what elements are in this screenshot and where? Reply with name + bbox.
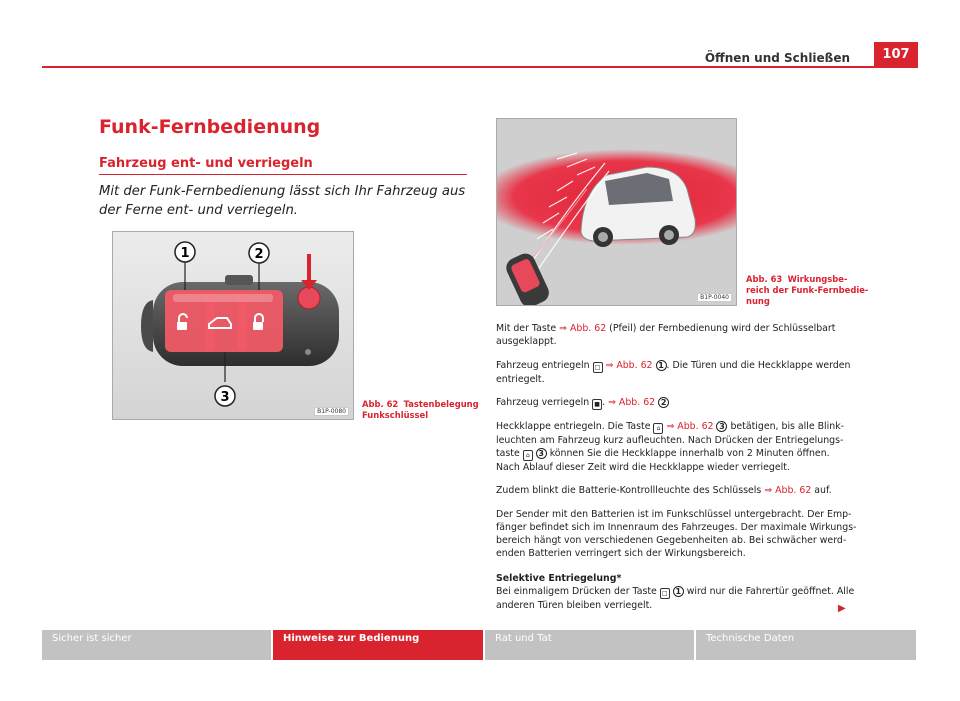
header-rule	[42, 66, 918, 68]
callout-2: 2	[254, 247, 264, 262]
tab-technische-daten[interactable]: Technische Daten	[696, 630, 916, 660]
figure-62-code: B1P-0080	[314, 407, 349, 416]
triangle-right-icon: ▶	[838, 603, 846, 614]
footer-nav	[42, 630, 918, 660]
paragraph-2: Fahrzeug entriegeln □ ⇒ Abb. 62 1 . Die Türen und die Heckklappe werden entriegelt.	[496, 360, 851, 385]
ref-link[interactable]: ⇒ Abb. 62	[608, 397, 656, 408]
intro-text: Mit der Funk-Fernbedienung lässt sich Ihr Fahrzeug aus der Ferne ent- und verriegeln.	[99, 184, 466, 218]
paragraph-5: Zudem blinkt die Batterie-Kontrollleuchte des Schlüssels ⇒ Abb. 62 auf.	[496, 485, 832, 496]
callout-ref-1b: 1	[673, 586, 684, 597]
section-title: Funk-Fernbedienung	[99, 116, 321, 138]
chapter-title: Öffnen und Schließen	[704, 51, 850, 65]
paragraph-6: Der Sender mit den Batterien ist im Funkschlüssel untergebracht. Der Emp- fänger befindet sich im Innenraum des Fahrzeuges. Der maximale Wirkungs- bereich hängt von verschiedenen Gegebenheiten ab. Bei schwächer werd- enden Batterien verringert sich der Wirkungsbereich.	[496, 509, 857, 559]
callout-ref-3b: 3	[536, 448, 547, 459]
page-number: 107	[874, 42, 918, 67]
unlock-icon: □	[660, 588, 670, 599]
subtitle-rule	[99, 174, 467, 175]
figure-63-caption: Abb. 63 Wirkungsbe- reich der Funk-Fernbedie- nung	[746, 274, 869, 306]
ref-link[interactable]: ⇒ Abb. 62	[666, 421, 714, 432]
figure-62-caption: Abb. 62 Tastenbelegung Funkschlüssel	[362, 399, 479, 420]
callout-ref-3: 3	[716, 421, 727, 432]
callout-ref-1: 1	[656, 360, 667, 371]
subsection-title: Selektive Entriegelung*	[496, 573, 622, 584]
paragraph-3: Fahrzeug verriegeln ■ . ⇒ Abb. 62 2	[496, 396, 858, 410]
trunk-icon: ⌂	[653, 423, 663, 434]
callout-3: 3	[220, 390, 230, 405]
paragraph-1: Mit der Taste ⇒ Abb. 62 (Pfeil) der Fernbedienung wird der Schlüsselbart ausgeklappt.	[496, 323, 836, 347]
tab-sicher-ist-sicher[interactable]: Sicher ist sicher	[42, 630, 271, 660]
trunk-icon: ⌂	[523, 450, 533, 461]
tab-hinweise-zur-bedienung[interactable]: Hinweise zur Bedienung	[273, 630, 483, 660]
paragraph-4: Heckklappe entriegeln. Die Taste ⌂ ⇒ Abb. 62 3 betätigen, bis alle Blink- leuchten am Fahrzeug kurz aufleuchten. Nach Drücken der Entriegelungs- taste ⌂ 3 können Sie die Heckklappe innerhalb von 2 Minuten öffnen. Nach Ablauf dieser Zeit wird die Heckklappe wieder verriegelt.	[496, 421, 845, 473]
figure-62-key-image	[112, 231, 354, 420]
paragraph-7: Selektive Entriegelung* Bei einmaligem Drücken der Taste □ 1 wird nur die Fahrertür geöffnet. Alle anderen Türen bleiben verriegelt.	[496, 573, 855, 611]
ref-link[interactable]: ⇒ Abb. 62	[605, 360, 653, 371]
callout-ref-2: 2	[658, 397, 669, 408]
figure-63-range-image	[496, 118, 737, 306]
lock-icon: ■	[592, 399, 602, 410]
unlock-icon: □	[593, 362, 603, 373]
ref-link[interactable]: ⇒ Abb. 62	[559, 323, 607, 334]
section-subtitle: Fahrzeug ent- und verriegeln	[99, 156, 313, 171]
callout-1: 1	[180, 246, 190, 261]
ref-link[interactable]: ⇒ Abb. 62	[764, 485, 812, 496]
tab-rat-und-tat[interactable]: Rat und Tat	[485, 630, 694, 660]
figure-63-code: B1P-0040	[697, 293, 732, 302]
